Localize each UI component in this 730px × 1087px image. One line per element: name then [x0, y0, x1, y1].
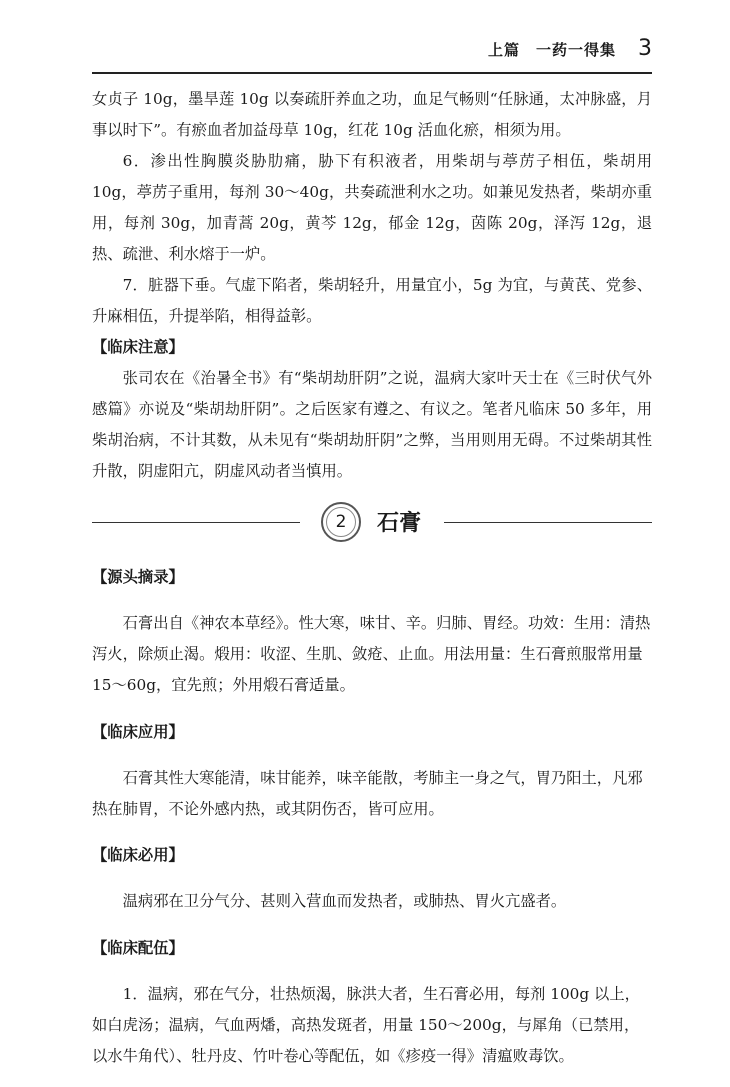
- section-heading: 【临床注意】: [92, 338, 184, 356]
- section-heading: 【临床应用】: [92, 722, 184, 741]
- section-heading: 【源头摘录】: [92, 568, 184, 586]
- herb-title: 石膏: [377, 511, 422, 536]
- paragraph: 7．脏器下垂。气虚下陷者，柴胡轻升，用量宜小，5g 为宜，与黄芪、党参、升麻相伍，升提举陷，相得益彰。: [92, 276, 652, 325]
- section-heading: 【临床必用】: [92, 846, 184, 865]
- herb-number-badge: [321, 502, 361, 542]
- herb-number: 2: [335, 512, 347, 532]
- paragraph: 石膏出自《神农本草经》。性大寒，味甘、辛。归肺、胃经。功效：生用：清热泻火，除烦止渴。煅用：收涩、生肌、敛疮、止血。用法用量：生石膏煎服常用量 15～60g，宜先煎；外用煅石膏适量。: [92, 614, 651, 695]
- paragraph: 石膏其性大寒能清，味甘能养，味辛能散，考肺主一身之气，胃乃阳土，凡邪热在肺胃，不论外感内热，或其阴伤否，皆可应用。: [92, 768, 643, 818]
- herb-section-divider: [92, 500, 652, 546]
- herb-content: [92, 562, 652, 1087]
- header-section-title: 上篇 一药一得集: [487, 41, 616, 59]
- paragraph: 女贞子 10g，墨旱莲 10g 以奏疏肝养血之功，血足气畅则“任脉通，太冲脉盛，月事以时下”。有瘀血者加益母草 10g，红花 10g 活血化瘀，相须为用。: [92, 90, 652, 139]
- upper-content: [92, 84, 652, 487]
- divider-line-right: [444, 522, 652, 523]
- paragraph: 1．温病，邪在气分，壮热烦渴，脉洪大者，生石膏必用，每剂 100g 以上，如白虎汤；温病，气血两燔，高热发斑者，用量 150～200g，与犀角（已禁用，以水牛角代）、牡丹皮、竹叶卷心等配伍，如《疹疫一得》清瘟败毒饮。: [92, 985, 640, 1066]
- page-number: 3: [638, 36, 652, 61]
- header-rule: [92, 72, 652, 74]
- paragraph: 温病邪在卫分气分、甚则入营血而发热者，或肺热、胃火亢盛者。: [122, 892, 567, 911]
- divider-line-left: [92, 522, 300, 523]
- section-heading: 【临床配伍】: [92, 938, 184, 957]
- running-header: [488, 36, 652, 66]
- paragraph: 6．渗出性胸膜炎胁肋痛，胁下有积液者，用柴胡与葶苈子相伍，柴胡用 10g，葶苈子重用，每剂 30～40g，共奏疏泄利水之功。如兼见发热者，柴胡亦重用，每剂 30g，加青蒿 20g，黄芩 12g，郁金 12g，茵陈 20g，泽泻 12g，退热、疏泄、利水熔于一炉。: [92, 152, 652, 263]
- paragraph: 张司农在《治暑全书》有“柴胡劫肝阴”之说，温病大家叶天士在《三时伏气外感篇》亦说及“柴胡劫肝阴”。之后医家有遵之、有议之。笔者凡临床 50 多年，用柴胡治病，不计其数，从未见有“柴胡劫肝阴”之弊，当用则用无碍。不过柴胡其性升散，阴虚阳亢，阴虚风动者当慎用。: [92, 369, 652, 480]
